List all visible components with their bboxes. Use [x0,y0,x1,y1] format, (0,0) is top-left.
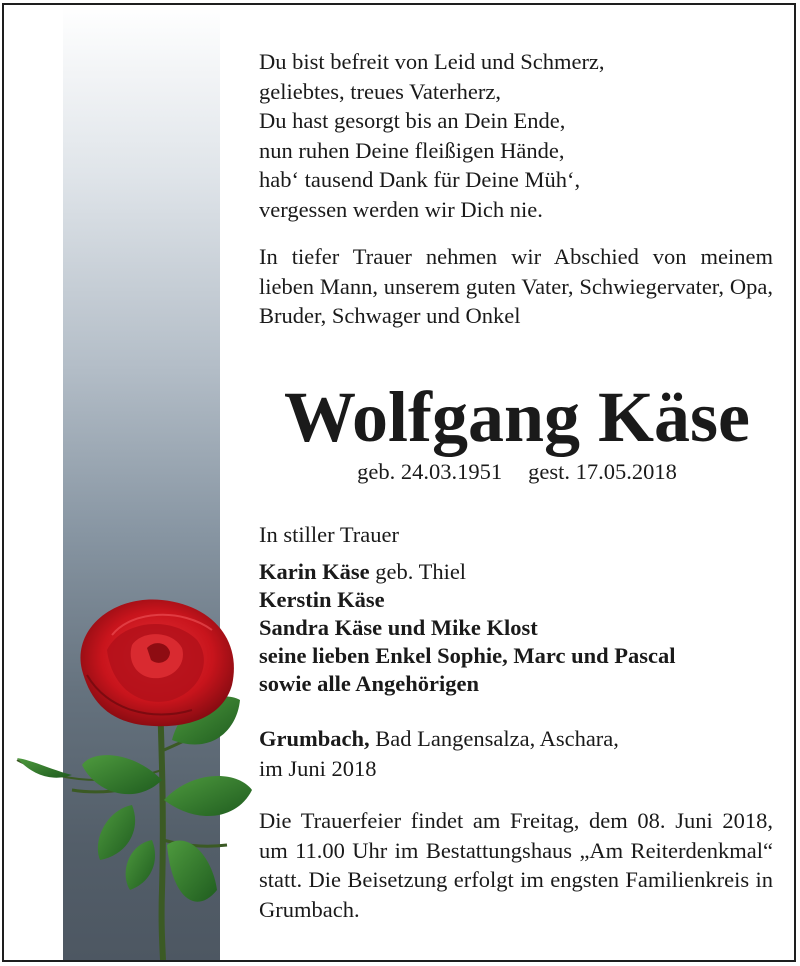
family-member-note: geb. Thiel [369,559,467,584]
poem-line: vergessen werden wir Dich nie. [259,196,543,222]
death-date: gest. 17.05.2018 [528,459,677,484]
family-member: Kerstin Käse [259,587,385,612]
place-and-date [259,724,773,783]
life-dates [242,457,792,487]
poem-line: geliebtes, treues Vaterherz, [259,78,501,104]
poem-line: Du bist befreit von Leid und Schmerz, [259,49,605,74]
intro-paragraph: In tiefer Trauer nehmen wir Abschied von meinem lieben Mann, unserem guten Vater, Schwiegervater, Opa, Bruder, Schwager und Onkel [259,244,773,328]
place-primary: Grumbach, [259,726,370,751]
family-member: Sandra Käse und Mike Klost [259,615,538,640]
obituary-card [2,3,796,962]
deceased-name: Wolfgang Käse [283,377,751,457]
birth-date: geb. 24.03.1951 [357,459,503,484]
notice-date: im Juni 2018 [259,755,377,781]
mourning-label: In stiller Trauer [259,522,399,547]
family-member: sowie alle Angehörigen [259,671,479,696]
rose-icon [12,590,272,960]
family-list [259,558,773,698]
poem [259,47,773,224]
family-member: seine lieben Enkel Sophie, Marc und Pascal [259,643,676,668]
ceremony-paragraph: Die Trauerfeier findet am Freitag, dem 08. Juni 2018, um 11.00 Uhr im Bestattungshaus „Am Reiterdenkmal“ statt. Die Beisetzung erfolgt im engsten Familienkreis in Grumbach. [259,808,773,922]
place-secondary: Bad Langensalza, Aschara, [369,726,619,751]
poem-line: hab‘ tausend Dank für Deine Müh‘, [259,167,581,192]
poem-line: Du hast gesorgt bis an Dein Ende, [259,108,566,133]
poem-line: nun ruhen Deine fleißigen Hände, [259,137,565,163]
family-member-name: Karin Käse [259,559,370,584]
family-member [259,558,773,586]
